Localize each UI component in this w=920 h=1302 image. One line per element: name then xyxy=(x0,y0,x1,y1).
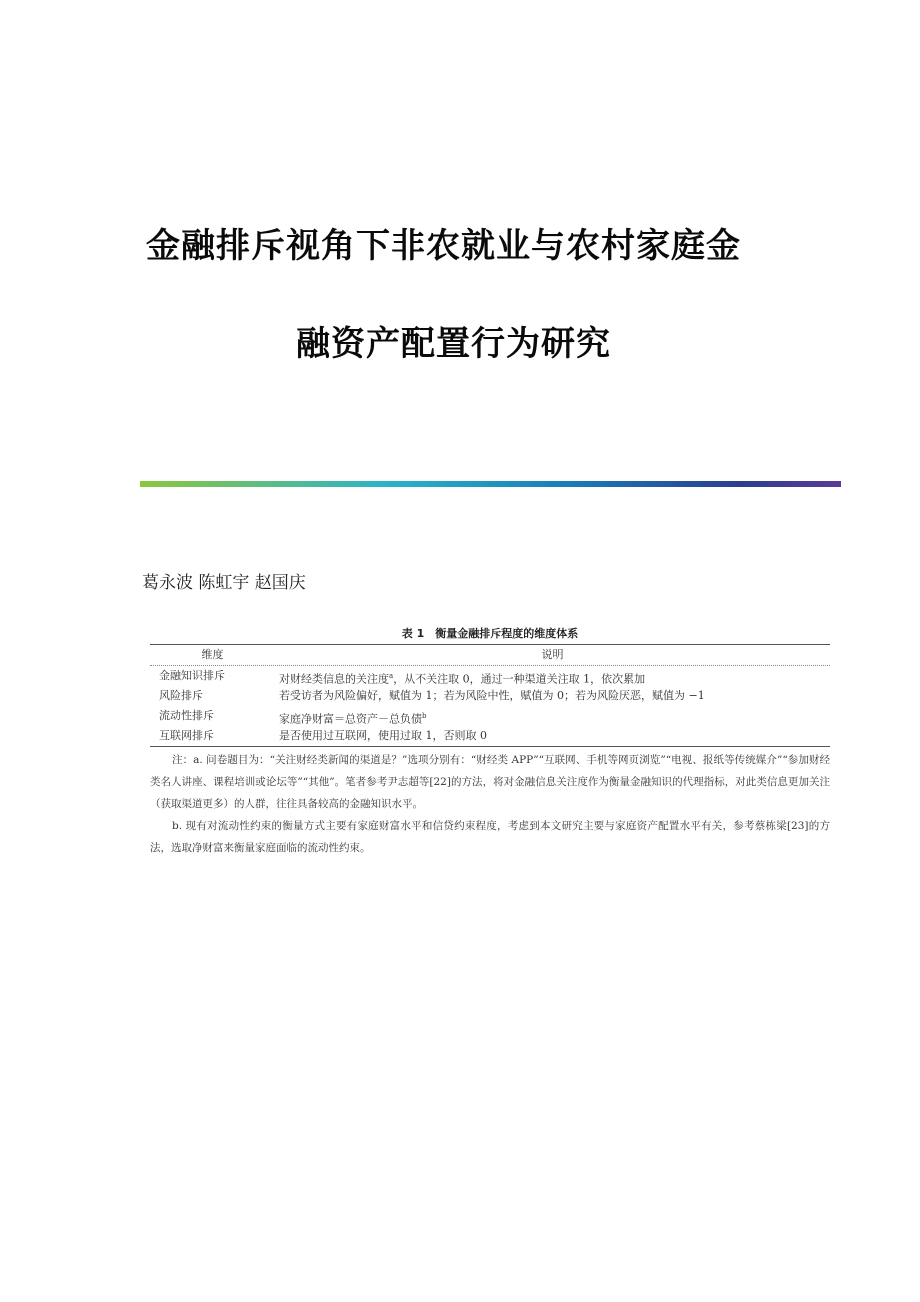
document-title-line-1: 金融排斥视角下非农就业与农村家庭金 xyxy=(146,226,741,266)
table-note-a: 注：a. 问卷题目为：“关注财经类新闻的渠道是？”选项分别有：“财经类 APP”“互联网、手机等网页浏览”“电视、报纸等传统媒介”“参加财经类名人讲座、课程培训或论坛等”“其他”。笔者参考尹志超等[22]的方法，将对金融信息关注度作为衡量金融知识的代理指标，对此类信息更加关注（获取渠道更多）的人群，往往具备较高的金融知识水平。 xyxy=(150,754,830,810)
gradient-divider xyxy=(140,481,841,487)
table-header-row xyxy=(150,645,830,665)
document-title-line-2: 融资产配置行为研究 xyxy=(296,324,611,364)
row-description-text: 对财经类信息的关注度 xyxy=(279,672,389,686)
row-description xyxy=(275,686,830,706)
footnote-marker: a xyxy=(389,672,394,680)
table-figure xyxy=(150,626,830,859)
table-note-b: b. 现有对流动性约束的衡量方式主要有家庭财富水平和信贷约束程度，考虑到本文研究主要与家庭资产配置水平有关，参考蔡栋梁[23]的方法，选取净财富来衡量家庭面临的流动性约束。 xyxy=(150,820,830,854)
table-header-dimension: 维度 xyxy=(201,648,224,661)
authors: 葛永波 陈虹宇 赵国庆 xyxy=(142,573,306,593)
row-dimension: 风险排斥 xyxy=(159,689,203,702)
table-notes xyxy=(150,749,830,859)
row-description-text-rest: ，从不关注取 0，通过一种渠道关注取 1，依次累加 xyxy=(393,672,646,686)
row-description-text: 是否使用过互联网，使用过取 1，否则取 0 xyxy=(279,729,487,742)
row-dimension: 金融知识排斥 xyxy=(159,669,225,682)
row-description xyxy=(275,706,830,726)
table-header-description: 说明 xyxy=(541,648,564,661)
table-bottom-rule xyxy=(150,746,830,747)
table-row xyxy=(150,666,830,686)
table-row xyxy=(150,686,830,706)
table-row xyxy=(150,706,830,726)
row-dimension: 流动性排斥 xyxy=(159,709,214,722)
row-description-text: 家庭净财富＝总资产－总负债 xyxy=(279,712,422,726)
table-caption: 表 1 衡量金融排斥程度的维度体系 xyxy=(401,627,579,640)
row-dimension: 互联网排斥 xyxy=(159,729,214,742)
row-description xyxy=(275,726,830,746)
row-description xyxy=(275,666,830,686)
row-description-text: 若受访者为风险偏好，赋值为 1；若为风险中性，赋值为 0；若为风险厌恶，赋值为 −1 xyxy=(279,689,705,702)
table-row xyxy=(150,726,830,746)
footnote-marker: b xyxy=(422,712,427,720)
